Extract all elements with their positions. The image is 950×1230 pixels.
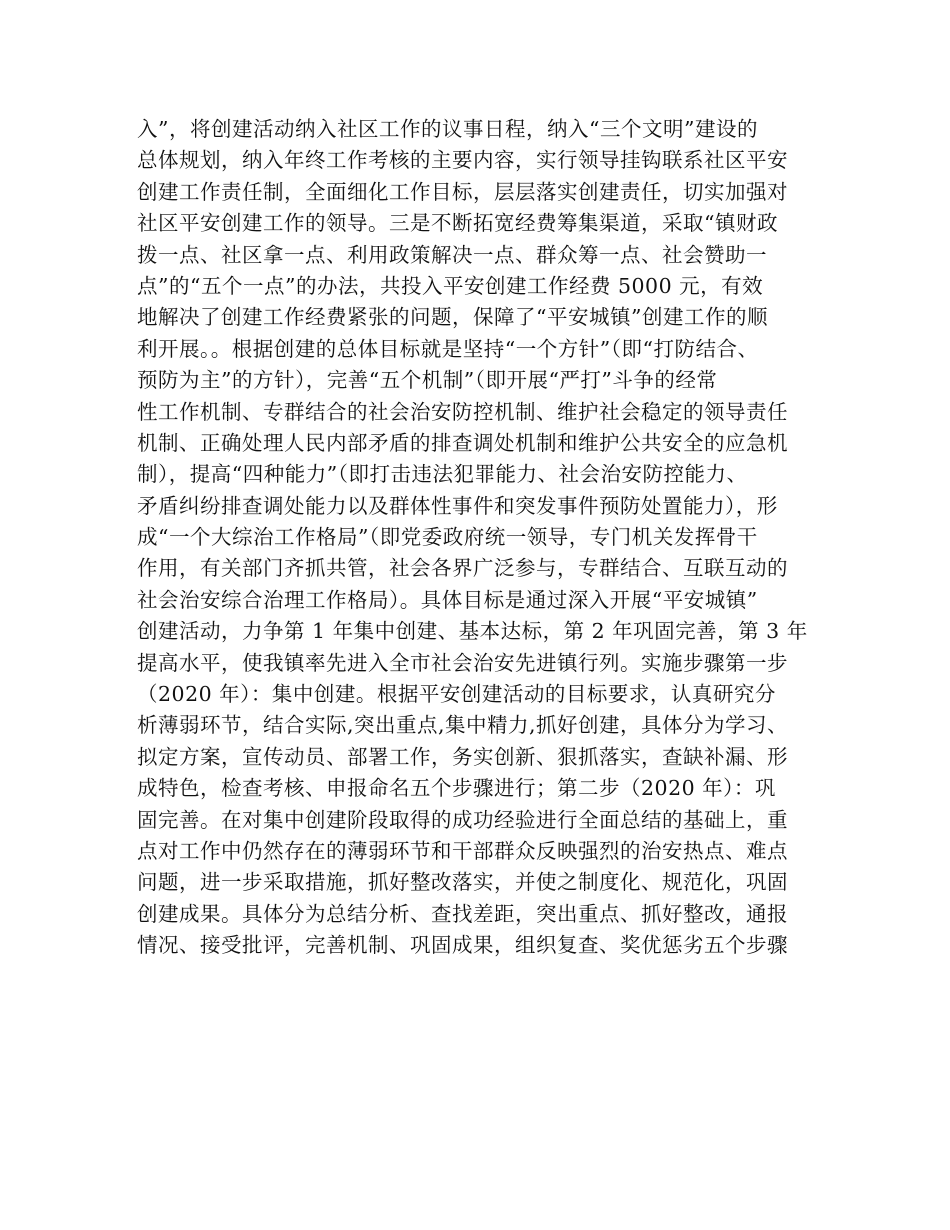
text-line: 成特色，检查考核、申报命名五个步骤进行；第二步（2020 年）：巩: [137, 776, 776, 801]
text-line: 创建工作责任制，全面细化工作目标，层层落实创建责任，切实加强对: [137, 179, 788, 204]
text-line: 社区平安创建工作的领导。三是不断拓宽经费筹集渠道，采取“镇财政: [137, 211, 778, 236]
text-line: 创建活动，力争第 1 年集中创建、基本达标，第 2 年巩固完善，第 3 年: [137, 619, 808, 644]
text-line: 固完善。在对集中创建阶段取得的成功经验进行全面总结的基础上，重: [137, 807, 788, 832]
text-line: 制），提高“四种能力”（即打击违法犯罪能力、社会治安防控能力、: [137, 462, 748, 487]
text-line: （2020 年）：集中创建。根据平安创建活动的目标要求，认真研究分: [137, 682, 776, 707]
body-text: [137, 114, 827, 962]
text-line: 利开展。。根据创建的总体目标就是坚持“一个方针”（即“打防结合、: [137, 336, 759, 361]
text-line: 问题，进一步采取措施，抓好整改落实，并使之制度化、规范化，巩固: [137, 870, 788, 895]
text-line: 成“一个大综治工作格局”（即党委政府统一领导，专门机关发挥骨干: [137, 525, 758, 550]
text-line: 点”的“五个一点”的办法，共投入平安创建工作经费 5000 元，有效: [137, 273, 764, 298]
text-line: 性工作机制、专群结合的社会治安防控机制、维护社会稳定的领导责任: [137, 399, 788, 424]
text-line: 机制、正确处理人民内部矛盾的排查调处机制和维护公共安全的应急机: [137, 430, 788, 455]
text-line: 创建成果。具体分为总结分析、查找差距，突出重点、抓好整改，通报: [137, 901, 788, 926]
text-line: 提高水平，使我镇率先进入全市社会治安先进镇行列。实施步骤第一步: [137, 650, 788, 675]
text-line: 预防为主”的方针），完善“五个机制”（即开展“严打”斗争的经常: [137, 368, 718, 393]
text-line: 点对工作中仍然存在的薄弱环节和干部群众反映强烈的治安热点、难点: [137, 838, 788, 863]
text-line: 矛盾纠纷排查调处能力以及群体性事件和突发事件预防处置能力），形: [137, 493, 778, 518]
text-line: 析薄弱环节，结合实际,突出重点,集中精力,抓好创建，具体分为学习、: [137, 713, 789, 738]
text-line: 作用，有关部门齐抓共管，社会各界广泛参与，专群结合、互联互动的: [137, 556, 788, 581]
text-line: 社会治安综合治理工作格局）。具体目标是通过深入开展“平安城镇”: [137, 587, 758, 612]
text-line: 入”，将创建活动纳入社区工作的议事日程，纳入“三个文明”建设的: [137, 117, 758, 141]
text-line: 地解决了创建工作经费紧张的问题，保障了“平安城镇”创建工作的顺: [137, 305, 768, 330]
text-line: 拨一点、社区拿一点、利用政策解决一点、群众筹一点、社会赞助一: [137, 242, 767, 267]
text-line: 情况、接受批评，完善机制、巩固成果，组织复查、奖优惩劣五个步骤: [137, 933, 788, 958]
text-line: 拟定方案，宣传动员、部署工作，务实创新、狠抓落实，查缺补漏、形: [137, 744, 788, 769]
text-line: 总体规划，纳入年终工作考核的主要内容，实行领导挂钩联系社区平安: [137, 148, 788, 173]
